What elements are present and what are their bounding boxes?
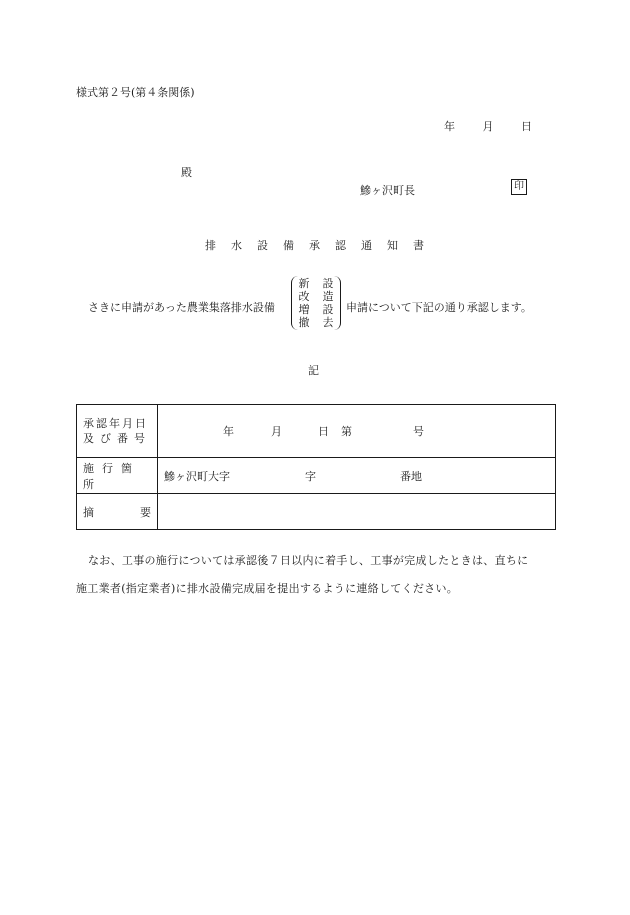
note-line-2: 施工業者(指定業者)に排水設備完成届を提出するように連絡してください。 [76, 582, 459, 595]
approval-day-label: 日 [318, 425, 329, 438]
option-char: 改 [298, 290, 310, 303]
place-label: 施行箇所 [83, 461, 140, 491]
approval-go-label: 号 [413, 425, 424, 438]
approval-label-line2: 及び番号 [83, 432, 151, 445]
option-char: 設 [322, 303, 334, 316]
date-month-label: 月 [482, 120, 494, 133]
date-year-label: 年 [444, 120, 455, 133]
summary-value-cell[interactable] [158, 494, 556, 530]
option-char: 増 [298, 303, 310, 316]
addressee-honorific: 殿 [181, 166, 192, 179]
place-banchi: 番地 [400, 469, 422, 483]
table-row-approval [77, 405, 556, 458]
approval-label-cell [77, 405, 158, 458]
date-day-label: 日 [521, 120, 532, 133]
place-aza: 字 [305, 469, 316, 483]
form-number: 様式第２号(第４条関係) [76, 86, 195, 99]
ki-heading: 記 [308, 364, 319, 377]
summary-label-right: 要 [140, 505, 151, 519]
option-bracket [291, 276, 341, 330]
option-row-modify [298, 290, 334, 303]
place-value-cell[interactable] [158, 458, 556, 494]
option-grid [298, 277, 334, 329]
document-title: 排水設備承認通知書 [205, 239, 439, 252]
option-char: 造 [322, 290, 334, 303]
approval-year-label: 年 [223, 425, 234, 438]
place-town: 鰺ヶ沢町大字 [164, 469, 230, 483]
issue-date [444, 118, 532, 134]
place-label-cell [77, 458, 158, 494]
summary-label-cell [77, 494, 158, 530]
body-text-after: 申請について下記の通り承認します。 [346, 301, 532, 314]
approval-dai-label: 第 [341, 425, 352, 438]
table-row-place [77, 458, 556, 494]
option-row-remove [298, 316, 334, 329]
option-char: 去 [322, 316, 334, 329]
option-char: 設 [322, 277, 334, 290]
summary-label [77, 504, 157, 520]
approval-table [76, 404, 556, 530]
approval-label-line1: 承認年月日 [83, 417, 148, 430]
option-char: 撤 [298, 316, 310, 329]
option-char: 新 [298, 277, 310, 290]
body-text-before: さきに申請があった農業集落排水設備 [88, 301, 275, 314]
issuer-name: 鰺ヶ沢町長 [360, 184, 415, 197]
approval-value-cell[interactable] [158, 405, 556, 458]
note-line-1: なお、工事の施行については承認後７日以内に着手し、工事が完成したときは、直ちに [88, 554, 529, 567]
option-row-add [298, 303, 334, 316]
table-row-summary [77, 494, 556, 530]
option-row-new [298, 277, 334, 290]
seal-mark: 印 [511, 179, 527, 195]
approval-month-label: 月 [271, 425, 282, 438]
summary-label-left: 摘 [83, 505, 94, 519]
